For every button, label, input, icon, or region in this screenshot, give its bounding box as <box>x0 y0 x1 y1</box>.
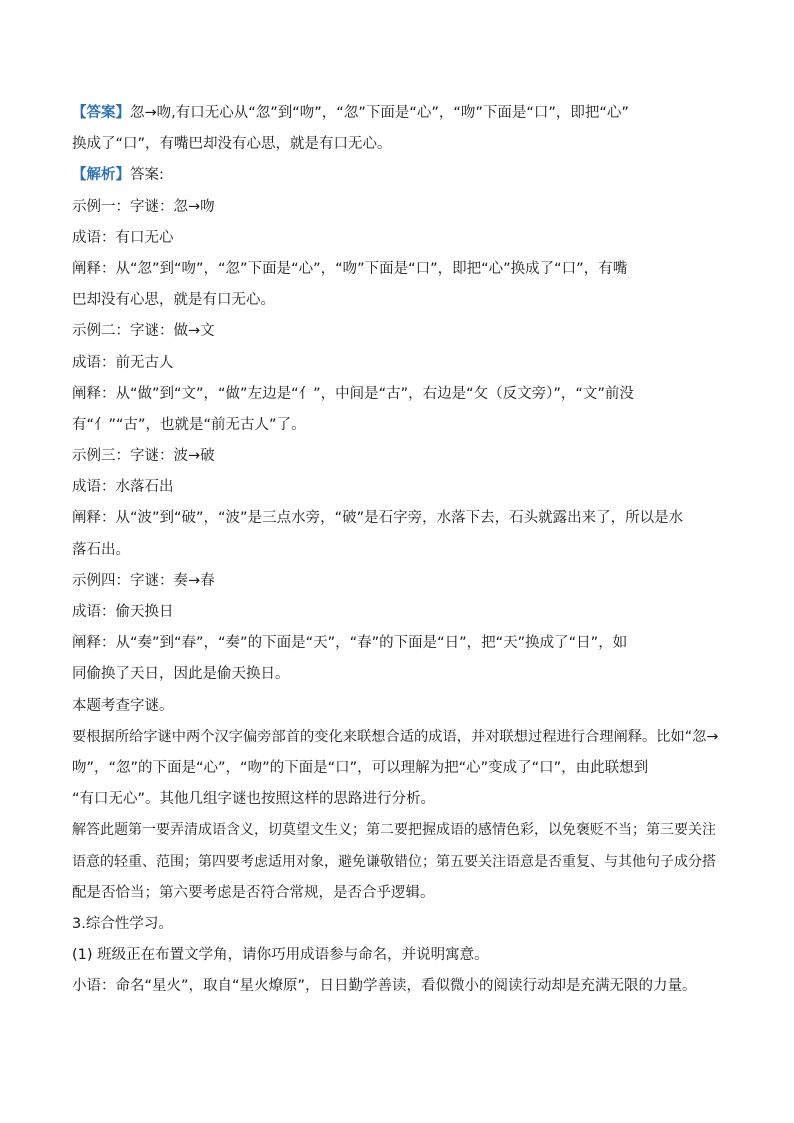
example1-explain-2: 巴却没有心思，就是有口无心。 <box>72 292 275 309</box>
example2-riddle: 示例二：字谜：做→文 <box>72 323 215 340</box>
example2-explain-1: 阐释：从“做”到“文”，“做”左边是“亻”，中间是“古”，右边是“攵（反文旁）”，“文”前没 <box>72 385 634 402</box>
answer-text-1: 忽→吻,有口无心从“忽”到“吻”，“忽”下面是“心”，“吻”下面是“口”，即把“心” <box>130 105 629 121</box>
tips-line-2: 语意的轻重、范围；第四要考虑适用对象，避免谦敬错位；第五要关注语意是否重复、与其他句子成分搭 <box>72 853 716 870</box>
analysis-line <box>72 160 722 191</box>
method-line-3: “有口无心”。其他几组字谜也按照这样的思路进行分析。 <box>72 791 436 808</box>
topic-line: 本题考查字谜。 <box>72 697 174 714</box>
answer-tag: 【答案】 <box>72 105 130 121</box>
tips-line-1: 解答此题第一要弄清成语含义，切莫望文生义；第二要把握成语的感情色彩，以免褒贬不当；第三要关注 <box>72 822 716 839</box>
question-1: (1) 班级正在布置文学角，请你巧用成语参与命名，并说明寓意。 <box>72 947 489 964</box>
example4-explain-2: 同偷换了天日，因此是偷天换日。 <box>72 666 290 683</box>
example1-explain-1: 阐释：从“忽”到“吻”，“忽”下面是“心”，“吻”下面是“口”，即把“心”换成了“口”，有嘴 <box>72 260 628 277</box>
analysis-text: 答案: <box>130 167 164 184</box>
example4-explain-1: 阐释：从“奏”到“春”，“奏”的下面是“天”，“春”的下面是“日”，把“天”换成了“日”，如 <box>72 635 628 652</box>
example3-idiom: 成语：水落石出 <box>72 479 174 496</box>
example3-explain-2: 落石出。 <box>72 541 130 558</box>
analysis-tag: 【解析】 <box>72 167 130 184</box>
document-page <box>72 98 722 1002</box>
example2-explain-2: 有“亻”“古”，也就是“前无古人”了。 <box>72 416 306 433</box>
example2-idiom: 成语：前无古人 <box>72 354 174 371</box>
section-heading: 3.综合性学习。 <box>72 915 173 932</box>
example1-riddle: 示例一：字谜：忽→吻 <box>72 198 215 215</box>
example4-riddle: 示例四：字谜：奏→春 <box>72 572 215 589</box>
method-line-1: 要根据所给字谜中两个汉字偏旁部首的变化来联想合适的成语，并对联想过程进行合理阐释。比如“忽→ <box>72 728 719 745</box>
answer-line-2: 换成了“口”，有嘴巴却没有心思，就是有口无心。 <box>72 136 392 153</box>
example3-explain-1: 阐释：从“波”到“破”，“波”是三点水旁，“破”是石字旁，水落下去，石头就露出来了，所以是水 <box>72 510 684 527</box>
answer-line-1 <box>72 98 722 129</box>
example3-riddle: 示例三：字谜：波→破 <box>72 448 215 465</box>
method-line-2: 吻”，“忽”的下面是“心”，“吻”的下面是“口”，可以理解为把“心”变成了“口”，由此联想到 <box>72 759 649 776</box>
answer-xiaoyu: 小语：命名“星火”，取自“星火燎原”，日日勤学善读，看似微小的阅读行动却是充满无限的力量。 <box>72 978 697 995</box>
example1-idiom: 成语：有口无心 <box>72 229 174 246</box>
example4-idiom: 成语：偷天换日 <box>72 604 174 620</box>
tips-line-3: 配是否恰当；第六要考虑是否符合常规，是否合乎逻辑。 <box>72 884 435 901</box>
